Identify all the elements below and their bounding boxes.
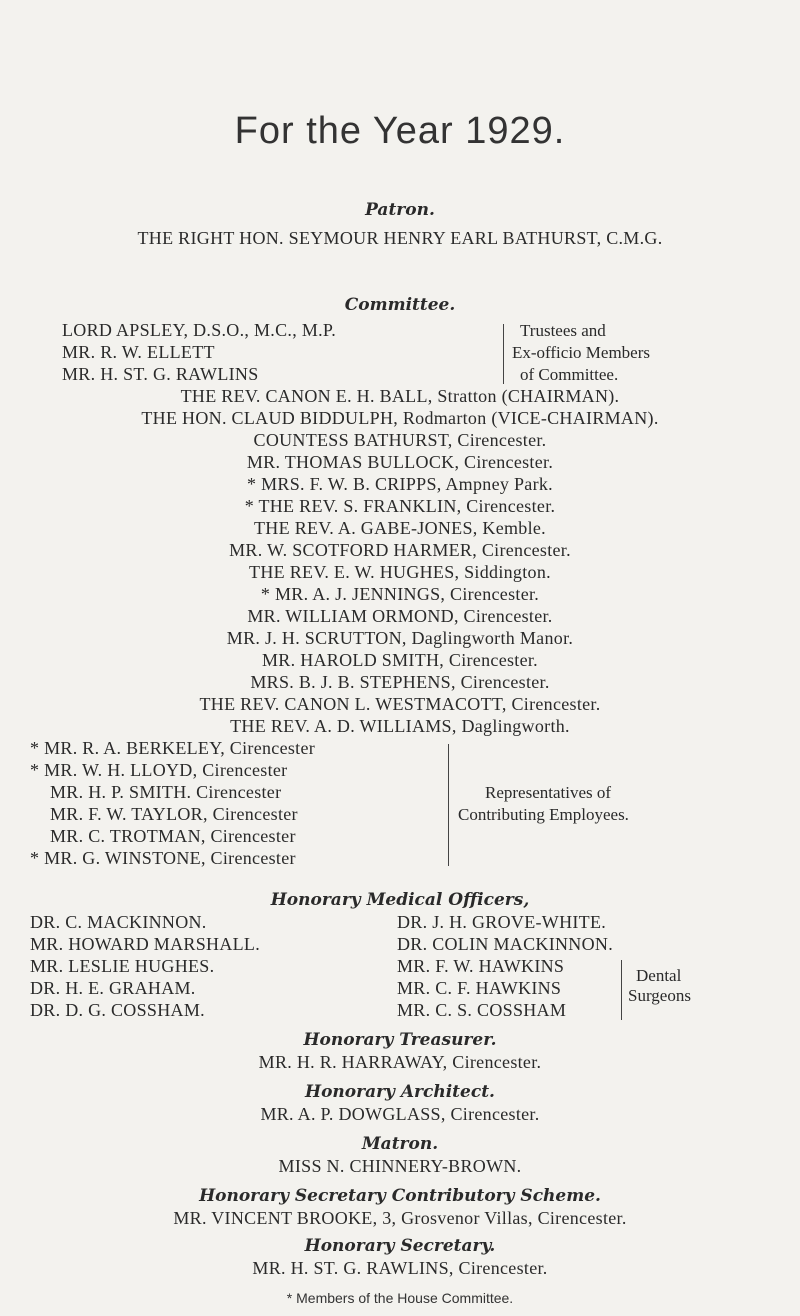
medical-officer: DR. COLIN MACKINNON. xyxy=(397,934,613,954)
representatives-note: Representatives of xyxy=(485,783,612,802)
committee-member: COUNTESS BATHURST, Cirencester. xyxy=(253,430,547,450)
dental-surgeon: MR. F. W. HAWKINS xyxy=(397,956,565,976)
representative-line: MR. C. TROTMAN, Cirencester xyxy=(50,826,296,846)
page-title: For the Year 1929. xyxy=(234,110,566,152)
committee-member: * MRS. F. W. B. CRIPPS, Ampney Park. xyxy=(247,474,553,494)
committee-heading: Committee. xyxy=(344,295,456,315)
committee-member: MRS. B. J. B. STEPHENS, Cirencester. xyxy=(250,672,550,692)
trustee-line: LORD APSLEY, D.S.O., M.C., M.P. xyxy=(62,320,337,340)
dental-note: Dental xyxy=(636,966,682,985)
medical-officer: DR. C. MACKINNON. xyxy=(30,912,207,932)
committee-member: MR. J. H. SCRUTTON, Daglingworth Manor. xyxy=(226,628,574,648)
committee-member: THE REV. A. GABE-JONES, Kemble. xyxy=(254,518,546,538)
matron-name: MISS N. CHINNERY-BROWN. xyxy=(278,1156,522,1176)
medical-officer: MR. LESLIE HUGHES. xyxy=(30,956,215,976)
secretary-heading: Honorary Secretary. xyxy=(304,1236,496,1256)
representative-line: * MR. G. WINSTONE, Cirencester xyxy=(30,848,296,868)
dental-surgeon: MR. C. F. HAWKINS xyxy=(397,978,562,998)
representative-line: * MR. R. A. BERKELEY, Cirencester xyxy=(30,738,316,758)
committee-member: MR. WILLIAM ORMOND, Cirencester. xyxy=(247,606,553,626)
dental-surgeon: MR. C. S. COSSHAM xyxy=(397,1000,567,1020)
medical-heading: Honorary Medical Officers, xyxy=(270,890,530,910)
footnote: * Members of the House Committee. xyxy=(286,1290,514,1306)
trustee-line: MR. H. ST. G. RAWLINS xyxy=(62,364,259,384)
committee-member: THE REV. CANON L. WESTMACOTT, Cirencester. xyxy=(199,694,601,714)
treasurer-heading: Honorary Treasurer. xyxy=(303,1030,497,1050)
medical-officer: MR. HOWARD MARSHALL. xyxy=(30,934,261,954)
committee-member: THE REV. A. D. WILLIAMS, Daglingworth. xyxy=(230,716,570,736)
representative-line: * MR. W. H. LLOYD, Cirencester xyxy=(30,760,288,780)
architect-name: MR. A. P. DOWGLASS, Cirencester. xyxy=(260,1104,540,1124)
medical-officer: DR. J. H. GROVE-WHITE. xyxy=(397,912,607,932)
trustee-line: MR. R. W. ELLETT xyxy=(62,342,215,362)
treasurer-name: MR. H. R. HARRAWAY, Cirencester. xyxy=(258,1052,542,1072)
brace xyxy=(621,960,622,1020)
trustees-note: of Committee. xyxy=(520,365,619,384)
architect-heading: Honorary Architect. xyxy=(305,1082,495,1102)
matron-heading: Matron. xyxy=(361,1134,439,1154)
trustees-note: Ex-officio Members xyxy=(512,343,651,362)
trustees-note: Trustees and xyxy=(520,321,606,340)
medical-officer: DR. H. E. GRAHAM. xyxy=(30,978,196,998)
committee-member: THE REV. CANON E. H. BALL, Stratton (CHAIRMAN). xyxy=(180,386,620,406)
patron-name: THE RIGHT HON. SEYMOUR HENRY EARL BATHURST, C.M.G. xyxy=(137,228,663,248)
committee-member: MR. THOMAS BULLOCK, Cirencester. xyxy=(246,452,554,472)
committee-member: MR. W. SCOTFORD HARMER, Cirencester. xyxy=(229,540,571,560)
brace xyxy=(448,744,449,866)
scheme-heading: Honorary Secretary Contributory Scheme. xyxy=(199,1186,601,1206)
brace xyxy=(503,324,504,384)
committee-member: MR. HAROLD SMITH, Cirencester. xyxy=(262,650,538,670)
scheme-name: MR. VINCENT BROOKE, 3, Grosvenor Villas, Cirencester. xyxy=(173,1208,627,1228)
committee-member: THE HON. CLAUD BIDDULPH, Rodmarton (VICE-CHAIRMAN). xyxy=(141,408,659,428)
secretary-name: MR. H. ST. G. RAWLINS, Cirencester. xyxy=(252,1258,548,1278)
committee-member: THE REV. E. W. HUGHES, Siddington. xyxy=(249,562,551,582)
patron-heading: Patron. xyxy=(365,200,435,220)
committee-member: * MR. A. J. JENNINGS, Cirencester. xyxy=(260,584,540,604)
representative-line: MR. F. W. TAYLOR, Cirencester xyxy=(50,804,298,824)
committee-member: * THE REV. S. FRANKLIN, Cirencester. xyxy=(244,496,556,516)
medical-officer: DR. D. G. COSSHAM. xyxy=(30,1000,205,1020)
representative-line: MR. H. P. SMITH. Cirencester xyxy=(50,782,282,802)
dental-note: Surgeons xyxy=(628,986,691,1005)
representatives-note: Contributing Employees. xyxy=(458,805,629,824)
